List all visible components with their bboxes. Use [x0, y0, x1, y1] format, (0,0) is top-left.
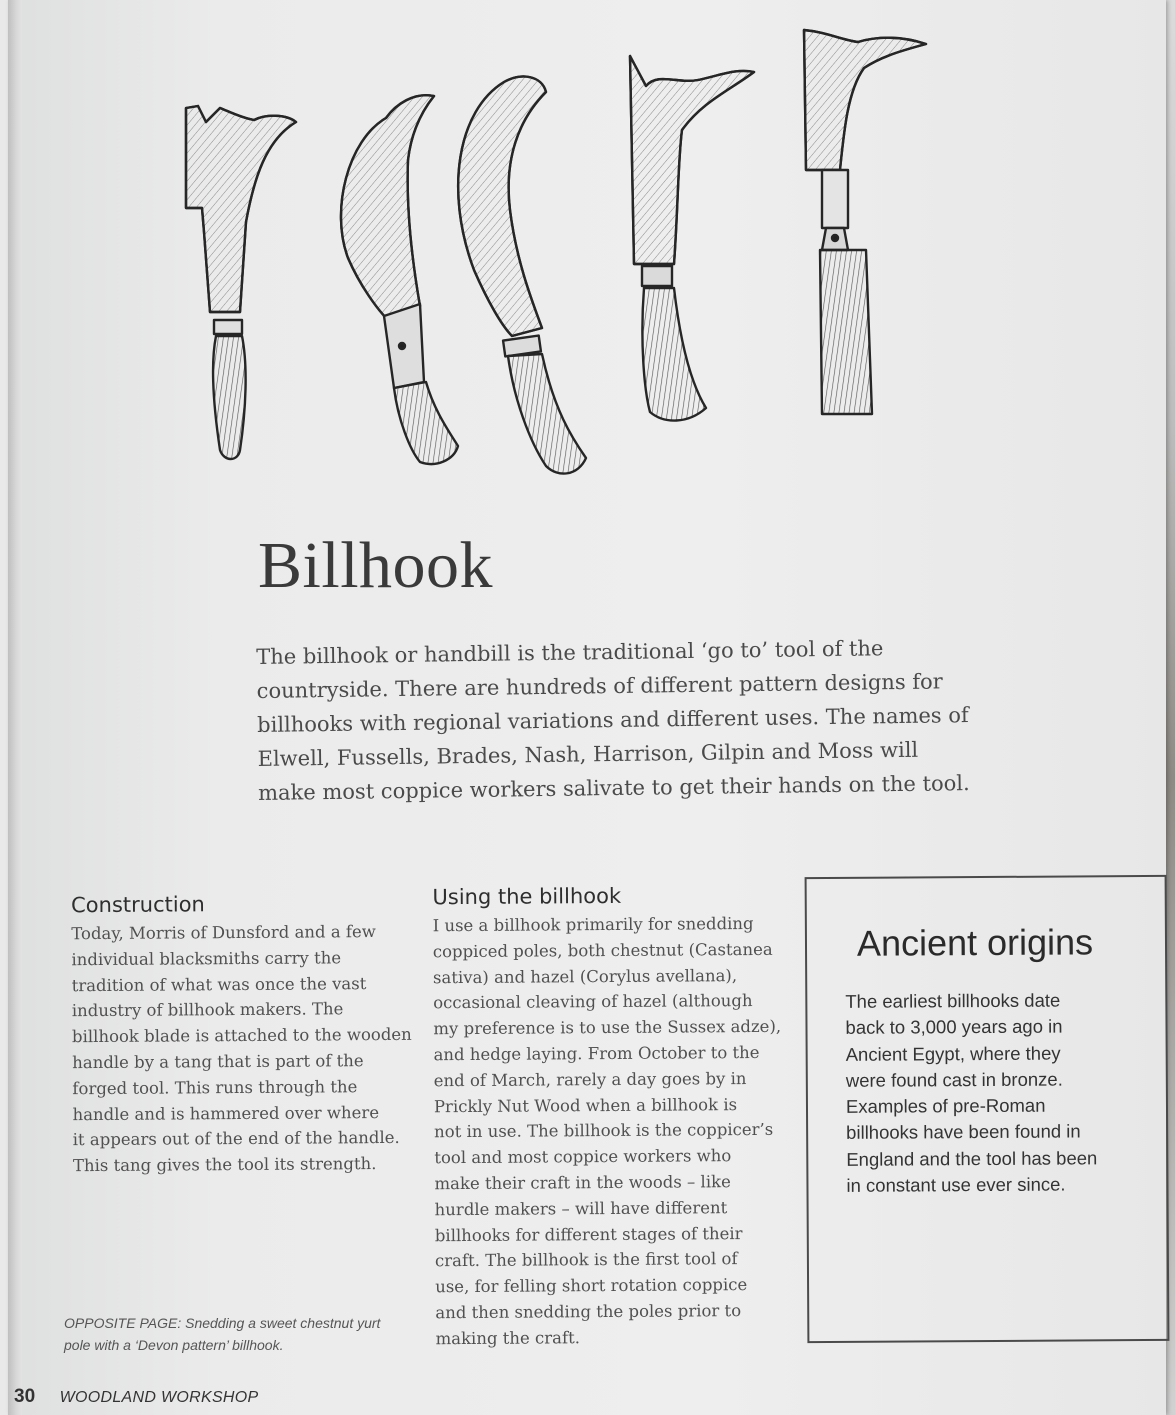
page-title: Billhook — [258, 529, 494, 602]
billhook-5 — [804, 30, 926, 414]
billhook-3 — [458, 77, 586, 474]
billhook-1 — [186, 106, 296, 459]
using-heading: Using the billhook — [432, 883, 622, 910]
ancient-origins-title: Ancient origins — [856, 921, 1094, 964]
using-section — [432, 883, 785, 1352]
ancient-origins-body: The earliest billhooks date back to 3,000 years ago in Ancient Egypt, where they were found cast in bronze. Examples of pre-Roman billhooks have been found in England and the tool has been in constant use ever since. — [845, 989, 1098, 1196]
intro-paragraph: The billhook or handbill is the traditional ‘go to’ tool of the countryside. There are hundreds of different pattern designs for billhooks with regional variations and different uses. The names of Elwell, Fussells, Brades, Nash, Harrison, Gilpin and Moss will make most coppice workers salivate to get their hands on the tool. — [256, 636, 970, 805]
using-body: I use a billhook primarily for snedding coppiced poles, both chestnut (Castanea sativa) and hazel (Corylus avellana), occasional cleaving of hazel (although my preference is to use the Sussex adze), and hedge laying. From October to the end of March, rarely a day goes by in Prickly Nut Wood when a billhook is not in use. The billhook is the coppicer’s tool and most coppice workers who make their craft in the woods – like hurdle makers – will have different billhooks for different stages of their craft. The billhook is the first tool of use, for felling short rotation coppice and then snedding the poles prior to making the craft. — [432, 913, 782, 1348]
construction-section — [71, 891, 413, 1179]
billhook-2 — [341, 95, 458, 464]
running-head: WOODLAND WORKSHOP — [59, 1389, 259, 1406]
book-page — [8, 0, 1166, 1415]
construction-heading: Construction — [71, 892, 205, 918]
page-footer — [14, 1386, 258, 1408]
billhook-4 — [630, 56, 754, 421]
construction-body: Today, Morris of Dunsford and a few individual blacksmiths carry the tradition of what was once the vast industry of billhook makers. The billhook blade is attached to the wooden handle by a tang that is part of the forged tool. This runs through the handle and is hammered over where it appears out of the end of the handle. This tang gives the tool its strength. — [71, 922, 412, 1176]
billhooks-illustration — [158, 10, 958, 490]
book-spine — [8, 0, 22, 1415]
photo-caption: OPPOSITE PAGE: Snedding a sweet chestnut yurt pole with a ‘Devon pattern’ billhook. — [64, 1315, 381, 1353]
ancient-origins-box — [805, 875, 1170, 1343]
page-number: 30 — [14, 1386, 36, 1407]
